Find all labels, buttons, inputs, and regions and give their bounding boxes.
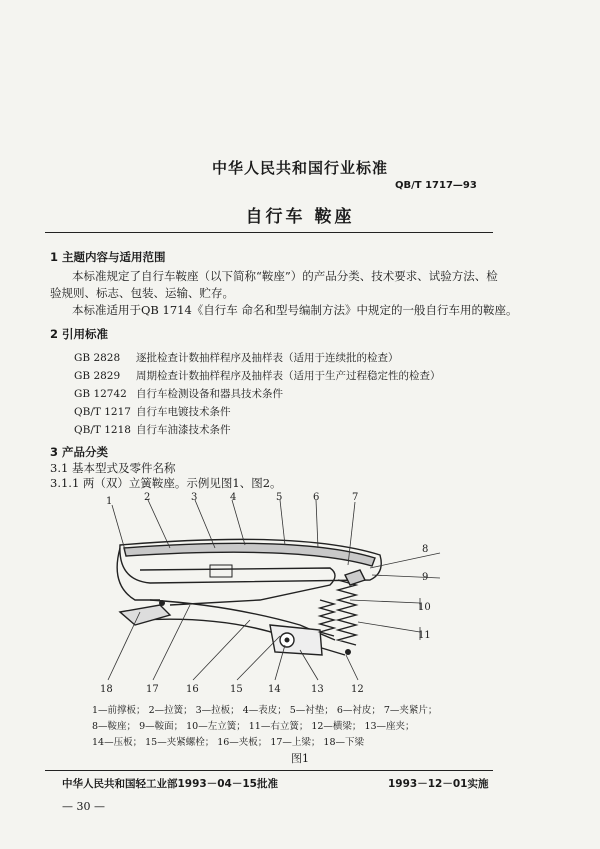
section3-heading: 3 产品分类 <box>50 445 109 459</box>
callout-12: 12 <box>351 684 364 695</box>
callout-13: 13 <box>311 684 324 695</box>
callout-15: 15 <box>230 684 243 695</box>
subsection-3-1: 3.1 基本型式及零件名称 <box>50 461 176 475</box>
section2-heading: 2 引用标准 <box>50 327 109 341</box>
reference-code: GB 2829 <box>74 370 121 382</box>
reference-code: GB 12742 <box>74 388 127 400</box>
callout-11: 11 <box>418 630 431 641</box>
inner-frame <box>140 568 335 605</box>
callout-18: 18 <box>100 684 113 695</box>
callout-10: 10 <box>418 602 431 613</box>
reference-title: 自行车电镀技术条件 <box>136 406 231 418</box>
section1-para2: 本标准适用于QB 1714《自行车 命名和型号编制方法》中规定的一般自行车用的鞍座。 <box>72 303 518 317</box>
reference-code: QB/T 1217 <box>74 406 131 418</box>
caption-line-1: 1—前撑板； 2—拉簧； 3—拉板； 4—表皮； 5—衬垫； 6—衬皮； 7—夹紧片； <box>92 705 438 716</box>
footer-issuer: 中华人民共和国轻工业部1993－04－15批准 <box>62 778 278 790</box>
callout-4: 4 <box>230 492 237 503</box>
callout-1: 1 <box>106 496 113 507</box>
reference-title: 自行车检测设备和器具技术条件 <box>136 388 283 400</box>
document-title: 自行车 鞍座 <box>245 207 355 227</box>
reference-code: QB/T 1218 <box>74 424 131 436</box>
caption-line-2: 8—鞍座； 9—鞍面； 10—左立簧； 11—右立簧； 12—横梁； 13—座夹； <box>92 721 415 732</box>
page-number: — 30 — <box>62 800 105 813</box>
callout-16: 16 <box>186 684 199 695</box>
reference-code: GB 2828 <box>74 352 121 364</box>
section1-heading: 1 主题内容与适用范围 <box>50 250 166 264</box>
clamp-plate <box>270 625 322 655</box>
footer-rule <box>45 770 493 771</box>
footer-effective-date: 1993－12－01实施 <box>388 778 489 790</box>
callout-6: 6 <box>313 492 320 503</box>
callout-9: 9 <box>422 572 429 583</box>
callout-5: 5 <box>276 492 283 503</box>
standard-code: QB/T 1717—93 <box>395 180 477 191</box>
figure-label: 图1 <box>291 752 309 765</box>
callout-14: 14 <box>268 684 281 695</box>
left-spring <box>320 600 334 636</box>
callout-8: 8 <box>422 544 429 555</box>
right-spring <box>338 580 356 645</box>
section1-para1-line1: 本标准规定了自行车鞍座（以下简称“鞍座”）的产品分类、技术要求、试验方法、检 <box>72 269 498 283</box>
callout-17: 17 <box>146 684 159 695</box>
reference-title: 自行车油漆技术条件 <box>136 424 231 436</box>
callout-2: 2 <box>144 492 151 503</box>
subsection-3-1-1: 3.1.1 两（双）立簧鞍座。示例见图1、图2。 <box>50 476 282 490</box>
caption-line-3: 14—压板； 15—夹紧螺栓； 16—夹板； 17—上梁； 18—下梁 <box>92 737 365 748</box>
section1-para1-line2: 验规则、标志、包装、运输、贮存。 <box>50 286 234 300</box>
callout-3: 3 <box>191 492 198 503</box>
standard-title: 中华人民共和国行业标准 <box>211 159 388 177</box>
saddle-cover <box>124 543 375 566</box>
reference-title: 逐批检查计数抽样程序及抽样表（适用于连续批的检查） <box>136 352 399 364</box>
reference-title: 周期检查计数抽样程序及抽样表（适用于生产过程稳定性的检查） <box>136 370 441 382</box>
callout-7: 7 <box>352 492 359 503</box>
